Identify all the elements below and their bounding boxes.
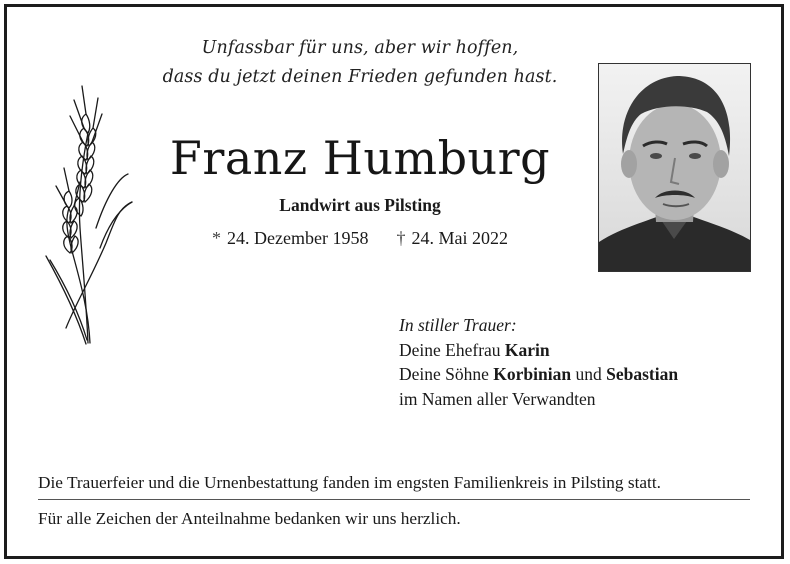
son-name-2: Sebastian <box>606 364 679 384</box>
mourners-line-relatives: im Namen aller Verwandten <box>399 388 596 409</box>
death-date-group <box>396 228 508 249</box>
mourners-line-wife <box>399 338 769 363</box>
birth-date-group <box>212 228 368 249</box>
death-date: 24. Mai 2022 <box>411 228 508 248</box>
sons-join: und <box>571 364 607 384</box>
motto-line-1: Unfassbar für uns, aber wir hoffen, <box>201 38 519 58</box>
life-dates <box>180 228 540 249</box>
thanks-note: Für alle Zeichen der Anteilnahme bedanken wir uns herzlich. <box>38 509 461 528</box>
wheat-ear-icon <box>36 78 136 348</box>
son-name-1: Korbinian <box>493 364 572 384</box>
birth-date: 24. Dezember 1958 <box>227 228 369 248</box>
mourners-block <box>399 313 769 411</box>
mourners-line-sons <box>399 362 769 387</box>
wife-prefix: Deine Ehefrau <box>399 339 505 360</box>
divider <box>38 499 750 500</box>
birth-star-icon: * <box>212 228 222 248</box>
motto-line-2: dass du jetzt deinen Frieden gefunden hast. <box>162 67 558 87</box>
funeral-notice: Die Trauerfeier und die Urnenbestattung fanden im engsten Familienkreis in Pilsting statt. <box>38 473 661 492</box>
mourners-heading: In stiller Trauer: <box>399 315 517 335</box>
wife-name: Karin <box>504 339 550 360</box>
death-cross-icon: † <box>396 228 406 248</box>
portrait-photo <box>598 63 751 272</box>
deceased-occupation: Landwirt aus Pilsting <box>279 195 441 215</box>
motto <box>140 34 580 92</box>
sons-prefix: Deine Söhne <box>399 364 494 384</box>
deceased-name: Franz Humburg <box>169 131 551 185</box>
